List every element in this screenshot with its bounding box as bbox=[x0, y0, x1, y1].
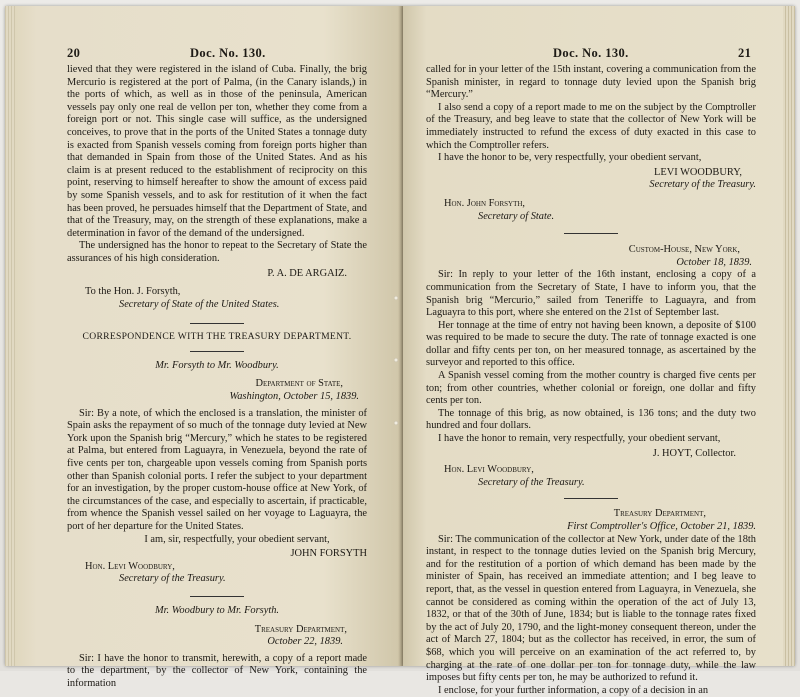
signature-argaiz: P. A. DE ARGAIZ. bbox=[267, 267, 347, 279]
letter-dept: Department of State, bbox=[255, 378, 343, 390]
letter-body: Sir: I have the honor to transmit, herewith, a copy of a report made to the department, by the collector of New York, containing the information bbox=[67, 652, 367, 689]
signature-forsyth: JOHN FORSYTH bbox=[290, 548, 367, 560]
section-heading: CORRESPONDENCE WITH THE TREASURY DEPARTMENT. bbox=[82, 331, 352, 343]
custom-house-paragraph: Her tonnage at the time of entry not having been known, a deposite of $100 was required to be made to secure the duty. The rate of tonnage exacted is one dollar and fifty cents per ton, on her measured tonnage, as ascertained by the surveyor and reported to this office. bbox=[426, 319, 756, 369]
paragraph-repeat-honor: The undersigned has the honor to repeat to the Secretary of State the assurances of his high consideration. bbox=[67, 240, 367, 264]
addressee-forsyth: Hon. John Forsyth, bbox=[444, 197, 525, 209]
doc-title-left: Doc. No. 130. bbox=[190, 46, 266, 60]
divider-rule bbox=[564, 233, 618, 234]
left-page-text bbox=[67, 64, 367, 691]
letter-heading-woodbury-to-forsyth: Mr. Woodbury to Mr. Forsyth. bbox=[154, 604, 279, 616]
paragraph-letter-continued: lieved that they were registered in the island of Cuba. Finally, the brig Mercurio is registered at the port of Palma, (in the Canary islands,) in the ports of which, as well as in those of the peninsula, American vessels pay only one real de vellon per ton, whether they come from a foreign port or not. This single case will suffice, as the undersigned conceives, to prove that in the ports of the United States a tonnage duty is exacted from Spanish vessels coming from foreign ports higher than that demanded in Spain from those of the United States. And as his claim is at present reduced to the establishment of reciprocity on this point, reserving to himself hereafter to show the amount of excess paid by some Spanish vessels, and to ask for restitution of it when the fact has been proved, he persuades himself that the Department of State, and that of the Treasury, may, on the strength of these explanations, make a determination in favor of the demand of the undersigned. bbox=[67, 64, 367, 239]
custom-house-paragraph: Sir: In reply to your letter of the 16th instant, enclosing a copy of a communication from the Secretary of State, I have to inform you, that the Spanish brig “Mercurio,” sailed from Teneriffe to Laguayra, and from Laguayra to this port, where she entered on the 21st of September last. bbox=[426, 269, 756, 319]
doc-title-right: Doc. No. 130. bbox=[553, 46, 629, 60]
addressee-title: Secretary of State of the United States. bbox=[119, 298, 280, 310]
letter-heading-forsyth-to-woodbury: Mr. Forsyth to Mr. Woodbury. bbox=[155, 359, 279, 371]
closing: I have the honor to be, very respectfully, your obedient servant, bbox=[438, 152, 702, 164]
letter-dept: Treasury Department, bbox=[254, 623, 347, 635]
divider-rule bbox=[190, 323, 244, 324]
right-page bbox=[403, 6, 795, 696]
addressee-woodbury: Hon. Levi Woodbury, bbox=[85, 560, 175, 572]
treasury-paragraph: I enclose, for your further information, a copy of a decision in an bbox=[438, 684, 709, 696]
custom-house-heading: Custom-House, New York, bbox=[628, 244, 740, 256]
letter-closing: I am, sir, respectfully, your obedient servant, bbox=[144, 533, 330, 545]
letter-date: October 22, 1839. bbox=[267, 636, 343, 648]
open-book bbox=[5, 6, 795, 696]
treasury-office-date: First Comptroller's Office, October 21, 1839. bbox=[567, 521, 756, 532]
left-page bbox=[5, 6, 403, 689]
page-edge-left bbox=[5, 6, 15, 666]
letter-body: Sir: By a note, of which the enclosed is a translation, the minister of Spain asks the repayment of so much of the tonnage duty levied at New York upon the Spanish brig “Mercury,” which he states to be registered at Palma, but entered from Laguayra, in Venezuela, beyond the rate of five cents per ton, chargeable upon vessels coming from Spanish ports other than Spanish colonial ports. I refer the subject to your department for an investigation, by the proper custom-house office at New York, of the circumstances of the case, and especially to ascertain, if practicable, from whence the Spanish vessel sailed on her voyage to Laguayra, the port of her departure for the United States. bbox=[67, 407, 367, 532]
treasury-heading: Treasury Department, bbox=[613, 508, 706, 520]
letter-date: Washington, October 15, 1839. bbox=[229, 391, 359, 403]
page-number-left: 20 bbox=[67, 46, 81, 60]
signature-title: Secretary of the Treasury. bbox=[649, 179, 756, 191]
addressee-woodbury: Hon. Levi Woodbury, bbox=[444, 464, 534, 476]
addressee-title: Secretary of the Treasury. bbox=[478, 476, 585, 488]
divider-rule bbox=[190, 351, 244, 352]
paragraph-comptroller: I also send a copy of a report made to me on the subject by the Comptroller of the Treasury, and beg leave to state that the collector of New York will be immediately instructed to refund the excess of duty exacted in this case to which the Comptroller refers. bbox=[426, 101, 756, 151]
divider-rule bbox=[564, 498, 618, 499]
signature-hoyt: J. HOYT, Collector. bbox=[652, 447, 736, 459]
custom-house-closing: I have the honor to remain, very respectfully, your obedient servant, bbox=[438, 433, 721, 445]
divider-rule bbox=[190, 596, 244, 597]
custom-house-paragraph: A Spanish vessel coming from the mother country is charged five cents per ton; from other countries, whether colonial or foreign, one dollar and fifty cents per ton. bbox=[426, 370, 756, 407]
custom-house-paragraph: The tonnage of this brig, as now obtained, is 136 tons; and the duty two hundred and four dollars. bbox=[426, 407, 756, 432]
page-number-right: 21 bbox=[738, 46, 752, 60]
page-edge-right bbox=[783, 6, 795, 666]
right-page-text bbox=[426, 64, 756, 697]
addressee-title: Secretary of the Treasury. bbox=[119, 573, 226, 585]
signature-woodbury: LEVI WOODBURY, bbox=[654, 166, 742, 178]
custom-house-date: October 18, 1839. bbox=[676, 256, 752, 268]
treasury-paragraph: Sir: The communication of the collector at New York, under date of the 18th instant, in respect to the tonnage duties levied on the Spanish brig Mercury, and for the restitution of a portion of which demand has been made by the minister of Spain, has received an immediate attention; and I beg leave to report, that, as the vessel in question entered from Laguayra, in Venezuela, she cannot be considered as coming within the operation of the act of July 13, 1832, or that of the 30th of June, 1834; but is liable to the tonnage rates fixed by the act of July 20, 1790, and the light-money consequent thereon, under the act of March 27, 1804; but as the collector has received, in error, the sum of $68, which you will perceive on an examination of the act referred to, by charging at the rate of one dollar per ton for tonnage duty, while the law imposes but fifty cents per ton, he may be authorized to refund it. bbox=[426, 533, 756, 684]
paragraph-continued: called for in your letter of the 15th instant, covering a communication from the Spanish minister, in regard to tonnage duty levied upon the Spanish brig “Mercury.” bbox=[426, 64, 756, 101]
addressee-title: Secretary of State. bbox=[478, 210, 555, 222]
addressee-forsyth: To the Hon. J. Forsyth, bbox=[85, 286, 181, 298]
